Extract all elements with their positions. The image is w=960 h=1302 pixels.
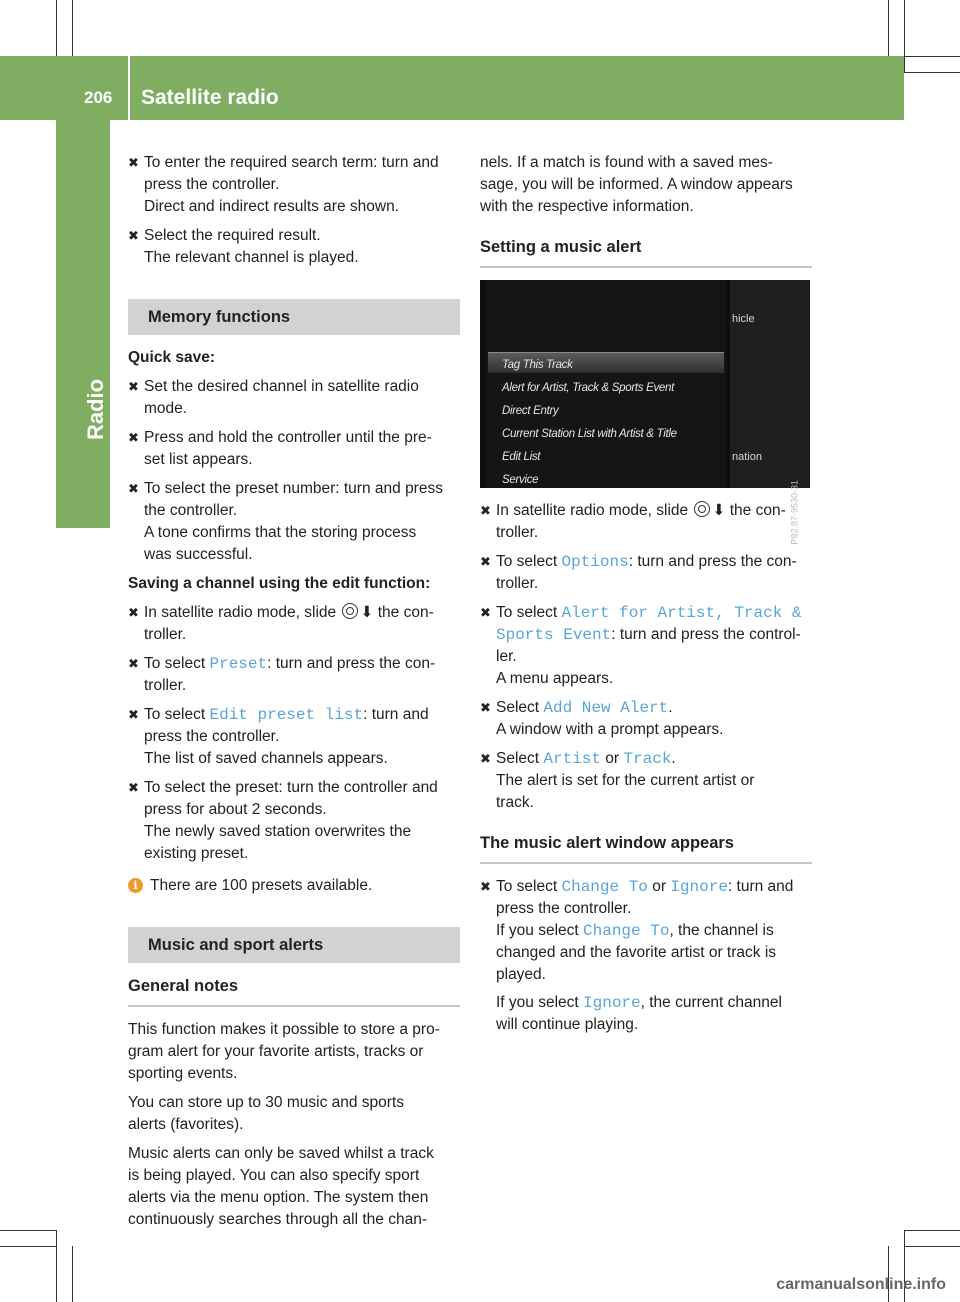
info-icon: i — [128, 878, 143, 893]
crop-mark — [0, 1230, 56, 1231]
screen-pane-text: nation — [732, 451, 762, 463]
instruction-step: ✖ Select the required result. The relevant channel is played. — [128, 227, 359, 266]
arrow-icon: ✖ — [128, 780, 139, 795]
screen-menu-item: Alert for Artist, Track & Sports Event — [502, 382, 675, 394]
arrow-icon: ✖ — [128, 605, 139, 620]
menu-term: Edit preset list — [209, 706, 364, 724]
crop-mark — [0, 1246, 56, 1247]
controller-icon — [342, 603, 358, 619]
arrow-icon: ✖ — [480, 503, 491, 518]
arrow-icon: ✖ — [128, 379, 139, 394]
paragraph: You can store up to 30 music and sports alerts (favorites). — [128, 1094, 405, 1133]
arrow-icon: ✖ — [128, 228, 139, 243]
slide-down-icon: ⬇ — [360, 604, 374, 621]
menu-term: Sports Event — [496, 626, 612, 644]
section-heading-alerts: Music and sport alerts — [128, 927, 460, 963]
menu-term: Change To — [561, 878, 648, 896]
instruction-step: ✖ To select Change To or Ignore: turn and press the controller. If you select Change To, the channel is changed and the favorite artist or track is played. If you select Ignore, the current channel will continue playing. — [480, 878, 794, 1033]
crop-mark — [904, 1230, 960, 1231]
menu-term: Change To — [583, 922, 670, 940]
menu-term: Track — [623, 750, 672, 768]
screen-menu-item: Service — [502, 474, 539, 486]
menu-term: Add New Alert — [543, 699, 669, 717]
right-column — [480, 152, 812, 1043]
menu-term: Alert for Artist, Track & — [561, 604, 802, 622]
arrow-icon: ✖ — [480, 554, 491, 569]
info-note: i There are 100 presets available. — [128, 875, 460, 897]
crop-mark — [904, 56, 960, 57]
instruction-step: ✖ To select Alert for Artist, Track & Sports Event: turn and press the control- ler. A menu appears. — [480, 604, 802, 687]
subheading-alert-window: The music alert window appears — [480, 832, 812, 864]
instruction-step: ✖ To select the preset: turn the controller and press for about 2 seconds. The newly saved station overwrites the existing preset. — [128, 779, 438, 862]
crop-mark — [904, 0, 905, 72]
menu-term: Ignore — [670, 878, 728, 896]
slide-down-icon: ⬇ — [712, 502, 726, 519]
instruction-step: ✖ To select Options: turn and press the con- troller. — [480, 553, 797, 592]
page-number: 206 — [84, 88, 113, 107]
subheading-setting-alert: Setting a music alert — [480, 236, 812, 268]
arrow-icon: ✖ — [480, 700, 491, 715]
header-divider — [128, 56, 130, 120]
instruction-step: ✖ In satellite radio mode, slide ⬇ the con- troller. — [128, 604, 434, 643]
crop-mark — [904, 72, 960, 73]
left-column — [128, 152, 460, 1238]
arrow-icon: ✖ — [128, 707, 139, 722]
arrow-icon: ✖ — [480, 751, 491, 766]
edit-function-label: Saving a channel using the edit function: — [128, 575, 431, 592]
menu-term: Preset — [209, 655, 268, 673]
arrow-icon: ✖ — [128, 481, 139, 496]
section-tab — [56, 120, 110, 528]
crop-mark — [904, 1246, 960, 1247]
instruction-step: ✖ Set the desired channel in satellite radio mode. — [128, 378, 419, 417]
arrow-icon: ✖ — [128, 656, 139, 671]
instruction-step: ✖ To select Preset: turn and press the con- troller. — [128, 655, 436, 694]
menu-term: Artist — [543, 750, 601, 768]
screen-menu-item: Edit List — [502, 451, 541, 463]
arrow-icon: ✖ — [480, 605, 491, 620]
paragraph: This function makes it possible to store a pro- gram alert for your favorite artists, tracks or sporting events. — [128, 1021, 440, 1082]
menu-term: Ignore — [583, 994, 641, 1012]
arrow-icon: ✖ — [128, 155, 139, 170]
screen-pane-text: hicle — [732, 313, 755, 325]
crop-mark — [72, 1246, 73, 1302]
crop-mark — [888, 0, 889, 56]
section-tab-label: Radio — [83, 378, 108, 440]
arrow-icon: ✖ — [128, 430, 139, 445]
paragraph: nels. If a match is found with a saved mes- sage, you will be informed. A window appears with the respective information. — [480, 154, 793, 215]
subheading-general-notes: General notes — [128, 975, 460, 1007]
instruction-step: ✖ Select Add New Alert. A window with a prompt appears. — [480, 699, 724, 738]
header-bar — [0, 56, 904, 120]
paragraph: Music alerts can only be saved whilst a track is being played. You can also specify sport alerts via the menu option. The system then continuously searches through all the chan- — [128, 1145, 434, 1228]
screen-menu-item: Current Station List with Artist & Title — [502, 428, 677, 440]
arrow-icon: ✖ — [480, 879, 491, 894]
controller-icon — [694, 501, 710, 517]
page-title: Satellite radio — [141, 86, 279, 109]
watermark: carmanualsonline.info — [776, 1276, 946, 1293]
instruction-step: ✖ To enter the required search term: turn and press the controller. Direct and indirect results are shown. — [128, 154, 439, 215]
instruction-step: ✖ To select Edit preset list: turn and press the controller. The list of saved channels appears. — [128, 706, 429, 767]
image-code: P82.87-9530-31 — [790, 480, 800, 545]
instruction-step: ✖ In satellite radio mode, slide ⬇ the con- troller. — [480, 502, 786, 541]
crop-mark — [56, 1230, 57, 1302]
menu-term: Options — [561, 553, 629, 571]
instruction-step: ✖ Select Artist or Track. The alert is set for the current artist or track. — [480, 750, 755, 811]
instruction-step: ✖ To select the preset number: turn and press the controller. A tone confirms that the storing process was successful. — [128, 480, 443, 563]
quick-save-label: Quick save: — [128, 349, 216, 366]
screen-menu-item: Tag This Track — [502, 359, 573, 371]
section-heading-memory: Memory functions — [128, 299, 460, 335]
crop-mark — [72, 0, 73, 56]
screen-menu-item: Direct Entry — [502, 405, 559, 417]
instruction-step: ✖ Press and hold the controller until the pre- set list appears. — [128, 429, 432, 468]
